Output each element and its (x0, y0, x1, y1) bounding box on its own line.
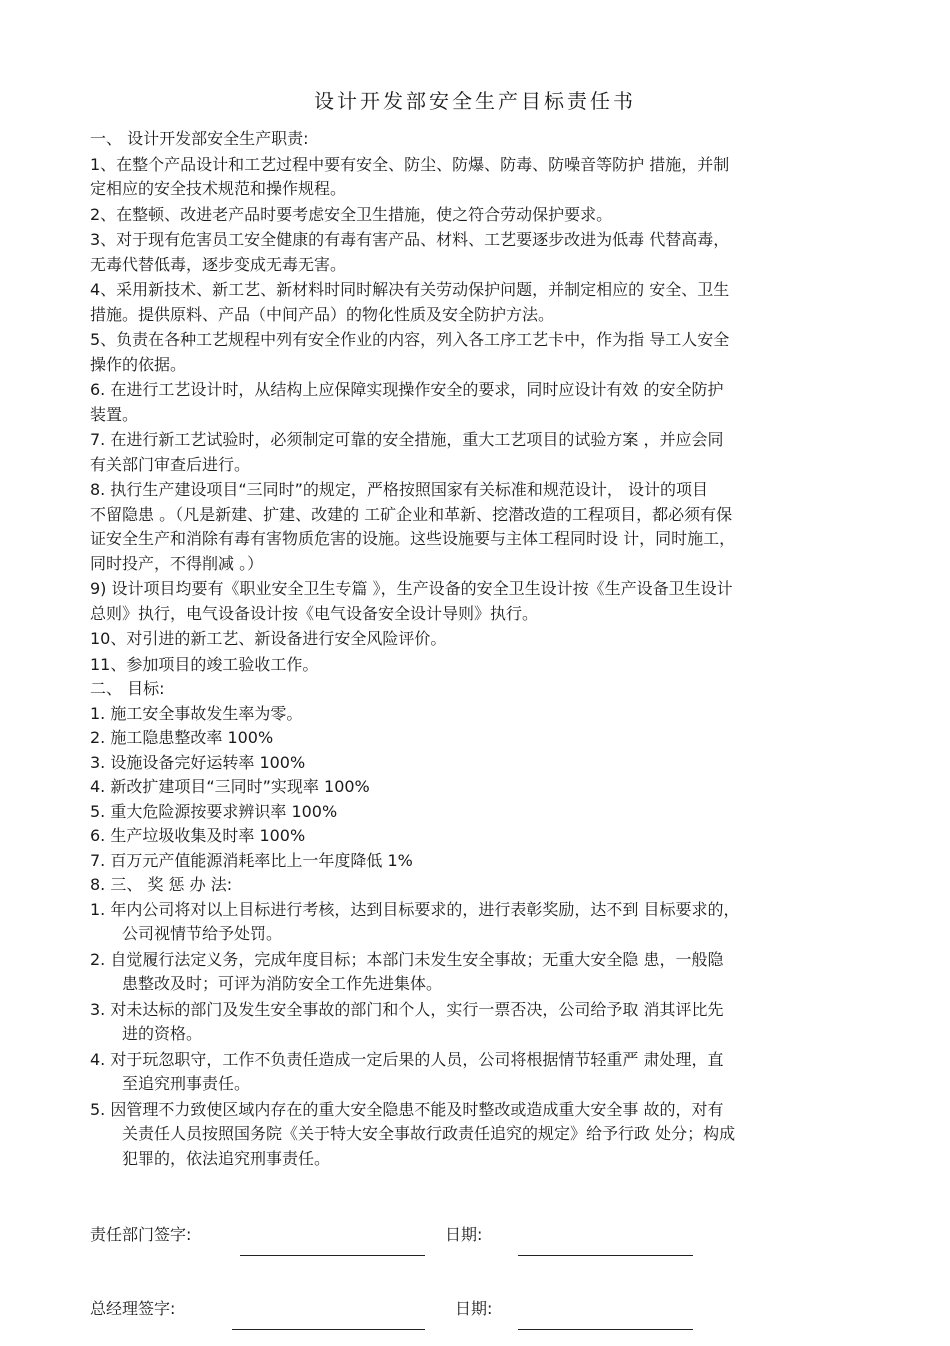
document-line: 二、 目标: (90, 679, 165, 698)
date-label-1: 日期: (445, 1225, 483, 1244)
document-line: 同时投产，不得削减 。） (90, 553, 264, 573)
document-line: 8. 三、 奖 惩 办 法: (90, 875, 233, 894)
document-line: 1. 年内公司将对以上目标进行考核，达到目标要求的，进行表彰奖励，达不到 目标要求的， (90, 899, 740, 919)
document-line: 无毒代替低毒，逐步变成无毒无害。 (90, 254, 347, 274)
document-line: 4、采用新技术、新工艺、新材料时同时解决有关劳动保护问题，并制定相应的 安全、卫生 (90, 280, 730, 299)
document-line: 总则》执行，电气设备设计按《电气设备安全设计导则》执行。 (90, 603, 539, 623)
document-line: 不留隐患 。（凡是新建、扩建、改建的 工矿企业和革新、挖潜改造的工程项目，都必须有保 (90, 504, 733, 524)
document-line: 5、负责在各种工艺规程中列有安全作业的内容，列入各工序工艺卡中，作为指 导工人安全 (90, 330, 730, 349)
date-label-2: 日期: (455, 1299, 493, 1318)
document-line: 定相应的安全技术规范和操作规程。 (90, 179, 347, 198)
document-line: 关责任人员按照国务院《关于特大安全事故行政责任追究的规定》给予行政 处分；构成 (122, 1124, 736, 1143)
document-line: 8. 执行生产建设项目“三同时”的规定，严格按照国家有关标准和规范设计， 设计的项目 (90, 480, 709, 499)
dept-signature-label: 责任部门签字: (90, 1225, 192, 1244)
date-line-1 (518, 1255, 693, 1256)
document-line: 11、参加项目的竣工验收工作。 (90, 654, 319, 674)
document-line: 措施。提供原料、产品（中间产品）的物化性质及安全防护方法。 (90, 304, 555, 324)
document-body (90, 127, 865, 1171)
document-line: 3、对于现有危害员工安全健康的有毒有害产品、材料、工艺要逐步改进为低毒 代替高毒， (90, 230, 730, 249)
document-line: 证安全生产和消除有毒有害物质危害的设施。这些设施要与主体工程同时设 计，同时施工， (90, 529, 736, 548)
document-line: 患整改及时；可评为消防安全工作先进集体。 (122, 974, 443, 993)
date-line-2 (518, 1329, 693, 1330)
document-line: 5. 重大危险源按要求辨识率 100% (90, 801, 338, 821)
document-line: 一、 设计开发部安全生产职责: (90, 129, 309, 148)
manager-signature-line (232, 1329, 425, 1330)
document-line: 3. 对未达标的部门及发生安全事故的部门和个人，实行一票否决，公司给予取 消其评比先 (90, 999, 724, 1019)
document-line: 有关部门审查后进行。 (90, 454, 251, 474)
document-line: 至追究刑事责任。 (122, 1074, 251, 1093)
document-line: 7. 百万元产值能源消耗率比上一年度降低 1% (90, 850, 413, 870)
manager-signature-label: 总经理签字: (90, 1299, 176, 1318)
document-line: 操作的依据。 (90, 354, 187, 374)
document-line: 1. 施工安全事故发生率为零。 (90, 703, 303, 723)
document-title: 设计开发部安全生产目标责任书 (314, 89, 636, 113)
document-line: 6. 在进行工艺设计时，从结构上应保障实现操作安全的要求，同时应设计有效 的安全防护 (90, 380, 724, 399)
document-line: 6. 生产垃圾收集及时率 100% (90, 826, 306, 845)
document-line: 2. 施工隐患整改率 100% (90, 728, 274, 747)
document-line: 装置。 (90, 404, 139, 424)
document-line: 10、对引进的新工艺、新设备进行安全风险评价。 (90, 629, 447, 648)
document-line: 3. 设施设备完好运转率 100% (90, 752, 306, 772)
document-line: 犯罪的，依法追究刑事责任。 (122, 1148, 331, 1168)
dept-signature-line (240, 1255, 425, 1256)
document-line: 5. 因管理不力致使区域内存在的重大安全隐患不能及时整改或造成重大安全事 故的，对有 (90, 1099, 724, 1119)
document-line: 1、在整个产品设计和工艺过程中要有安全、防尘、防爆、防毒、防噪音等防护 措施，并制 (90, 154, 730, 174)
document-line: 2. 自觉履行法定义务，完成年度目标；本部门未发生安全事故；无重大安全隐 患，一般隐 (90, 949, 724, 969)
document-line: 9) 设计项目均要有《职业安全卫生专篇 》，生产设备的安全卫生设计按《生产设备卫生设计 (90, 579, 733, 598)
document-line: 进的资格。 (122, 1024, 203, 1043)
document-line: 2、在整顿、改进老产品时要考虑安全卫生措施，使之符合劳动保护要求。 (90, 204, 613, 224)
document-line: 7. 在进行新工艺试验时，必须制定可靠的安全措施，重大工艺项目的试验方案 ，并应会同 (90, 430, 724, 449)
document-line: 4. 新改扩建项目“三同时”实现率 100% (90, 777, 370, 796)
document-line: 公司视情节给予处罚。 (122, 924, 283, 943)
document-line: 4. 对于玩忽职守，工作不负责任造成一定后果的人员，公司将根据情节轻重严 肃处理，直 (90, 1049, 724, 1069)
